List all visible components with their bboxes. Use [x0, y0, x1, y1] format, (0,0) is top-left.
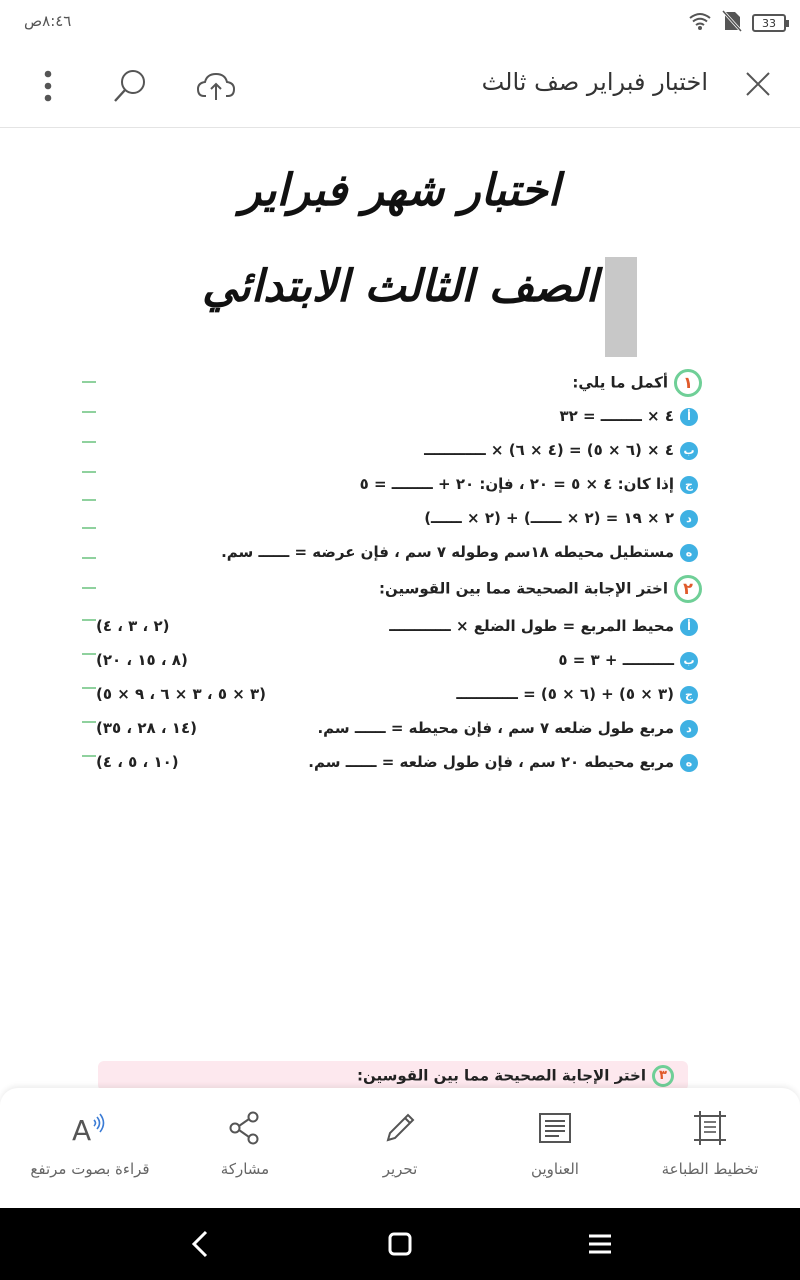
section1-heading-text: أكمل ما يلي: — [572, 373, 668, 392]
answer-choices: (١٠ ، ٥ ، ٤) — [96, 753, 179, 771]
section1-item — [559, 407, 698, 426]
margin-tick — [82, 499, 96, 501]
edit-button[interactable] — [325, 1110, 475, 1178]
section2-item — [558, 651, 698, 670]
system-nav-bar — [0, 1208, 800, 1280]
no-sim-icon — [722, 10, 742, 36]
cloud-upload-icon[interactable] — [192, 64, 240, 108]
worksheet-image — [80, 357, 710, 787]
more-options-icon[interactable] — [28, 66, 68, 106]
margin-tick — [82, 441, 96, 443]
read-aloud-icon — [70, 1114, 110, 1150]
battery-indicator: 33 — [752, 14, 786, 32]
headings-button[interactable] — [480, 1110, 630, 1178]
answer-choices: (١٤ ، ٢٨ ، ٣٥) — [96, 719, 197, 737]
margin-tick — [82, 527, 96, 529]
status-icons — [688, 10, 786, 36]
section-number-badge: ٣ — [652, 1065, 674, 1087]
section2-item-text: محيط المربع = طول الضلع × ــــــــــــ — [389, 617, 674, 635]
section-number-badge: ١ — [674, 369, 702, 397]
section2-item-text: مربع طول ضلعه ٧ سم ، فإن محيطه = ــــــ سم. — [317, 719, 674, 737]
margin-tick — [82, 557, 96, 559]
share-button[interactable] — [170, 1110, 320, 1178]
bottom-toolbar — [0, 1088, 800, 1208]
answer-choices: (٢ ، ٣ ، ٤) — [96, 617, 170, 635]
bullet-marker: ه — [680, 754, 698, 772]
edit-label: تحرير — [382, 1160, 418, 1178]
bullet-marker: د — [680, 720, 698, 738]
answer-choices: (٣ × ٥ ، ٣ × ٦ ، ٩ × ٥) — [96, 685, 267, 703]
pencil-icon — [382, 1131, 418, 1150]
section-number-badge: ٢ — [674, 575, 702, 603]
search-icon[interactable] — [108, 64, 152, 108]
share-label: مشاركة — [220, 1160, 270, 1178]
section2-item-text: ــــــــــ + ٣ = ٥ — [558, 651, 674, 669]
margin-tick — [82, 471, 96, 473]
bullet-marker: د — [680, 510, 698, 528]
section3-strip — [98, 1061, 688, 1089]
read-aloud-button[interactable] — [15, 1110, 165, 1178]
bullet-marker: ب — [680, 652, 698, 670]
back-icon[interactable] — [184, 1228, 216, 1260]
section1-item-text: مستطيل محيطه ١٨سم وطوله ٧ سم ، فإن عرضه = ــــــ سم. — [221, 543, 674, 561]
section2-item — [456, 685, 698, 704]
section2-item — [317, 719, 698, 738]
heading-subtitle: الصف الثالث الابتدائي — [202, 261, 598, 312]
document-title: اختبار فبراير صف ثالث — [481, 68, 708, 96]
svg-text:A: A — [72, 1114, 92, 1146]
section1-item — [360, 475, 698, 494]
recents-icon[interactable] — [584, 1228, 616, 1260]
section2-item-text: مربع محيطه ٢٠ سم ، فإن طول ضلعه = ــــــ سم. — [308, 753, 674, 771]
app-bar — [0, 44, 800, 128]
margin-tick — [82, 755, 96, 757]
headings-icon — [537, 1131, 573, 1150]
close-icon[interactable] — [740, 66, 776, 102]
share-icon — [227, 1131, 263, 1150]
margin-tick — [82, 619, 96, 621]
section2-item — [389, 617, 698, 636]
section3-heading — [357, 1065, 674, 1087]
section1-item — [424, 509, 698, 528]
section2-heading — [379, 575, 702, 603]
wifi-icon — [688, 11, 712, 35]
print-layout-icon — [692, 1131, 728, 1150]
section1-heading — [572, 369, 702, 397]
margin-tick — [82, 687, 96, 689]
status-bar — [0, 0, 800, 44]
bullet-marker: ج — [680, 686, 698, 704]
document-view[interactable] — [0, 129, 800, 1089]
section1-item-text: ٤ × (٦ × ٥) = (٤ × ٦) × ــــــــــــ — [424, 441, 674, 459]
section1-item — [424, 441, 698, 460]
margin-tick — [82, 587, 96, 589]
heading-title: اختبار شهر فبراير — [239, 165, 561, 216]
bullet-marker: ج — [680, 476, 698, 494]
print-layout-button[interactable] — [635, 1110, 785, 1178]
bullet-marker: ب — [680, 442, 698, 460]
read-aloud-label: قراءة بصوت مرتفع — [30, 1160, 150, 1178]
section1-item-text: إذا كان: ٤ × ٥ = ٢٠ ، فإن: ٢٠ + ــــــــ = ٥ — [359, 475, 674, 493]
section2-item — [308, 753, 698, 772]
section2-item-text: (٣ × ٥) + (٦ × ٥) = ــــــــــــ — [456, 685, 674, 703]
home-icon[interactable] — [384, 1228, 416, 1260]
bullet-marker: أ — [680, 618, 698, 636]
section1-item-text: ٢ × ١٩ = (٢ × ــــــ) + (٢ × ــــــ) — [424, 509, 674, 527]
status-time: ٨:٤٦ص — [24, 12, 72, 30]
margin-tick — [82, 411, 96, 413]
section3-heading-text: اختر الإجابة الصحيحة مما بين القوسين: — [357, 1066, 646, 1085]
section1-item-text: ٤ × ــــــــ = ٣٢ — [559, 407, 674, 425]
print-layout-label: تخطيط الطباعة — [661, 1160, 759, 1178]
bullet-marker: ه — [680, 544, 698, 562]
margin-tick — [82, 721, 96, 723]
section1-item — [221, 543, 698, 562]
headings-label: العناوين — [531, 1160, 579, 1178]
answer-choices: (٨ ، ١٥ ، ٢٠) — [96, 651, 188, 669]
margin-tick — [82, 653, 96, 655]
margin-tick — [82, 381, 96, 383]
bullet-marker: أ — [680, 408, 698, 426]
section2-heading-text: اختر الإجابة الصحيحة مما بين القوسين: — [379, 579, 668, 598]
